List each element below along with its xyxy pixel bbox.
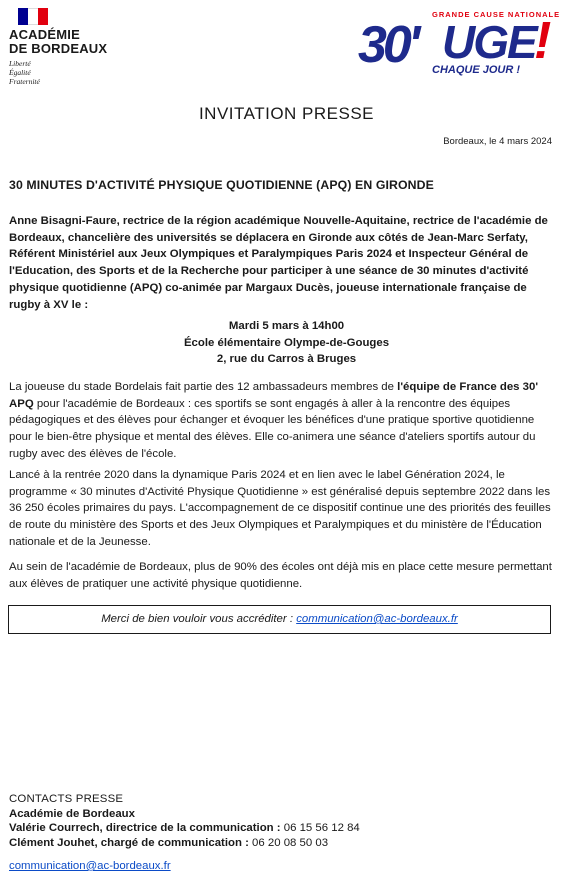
press-contacts	[9, 792, 360, 850]
french-flag-icon	[18, 8, 48, 25]
para2-text-end: pour l'académie de Bordeaux : ces sportifs se sont engagés à aller à la rencontre des équipes pédagogiques et des élèves pour échanger et évoquer les bénéfices d'une pratique sportive quotidienne pour le bien-être physique et mental des élèves. Elle co-animera une séance d'ateliers sportifs autour du rugby avec des élèves de l'école.	[9, 397, 536, 460]
event-address: 2, rue du Carros à Bruges	[216, 353, 357, 366]
motto-fraternite: Fraternité	[9, 77, 40, 86]
event-school: École élémentaire Olympe-de-Gouges	[183, 336, 390, 349]
accreditation-text: Merci de bien vouloir vous accréditer :	[101, 613, 297, 625]
motto-liberte: Liberté	[9, 59, 31, 68]
accreditation-box	[8, 605, 551, 634]
contact1-label: Valérie Courrech, directrice de la communication :	[9, 822, 284, 835]
logo-tagline: CHAQUE JOUR !	[432, 64, 521, 76]
para2-text-start: La joueuse du stade Bordelais fait partie des 12 ambassadeurs membres de	[9, 381, 398, 393]
republic-motto	[9, 59, 40, 86]
contacts-heading: CONTACTS PRESSE	[9, 793, 124, 805]
date-line: Bordeaux, le 4 mars 2024	[443, 136, 552, 147]
academie-line2: DE BORDEAUX	[9, 41, 108, 56]
ambassador-paragraph	[9, 379, 555, 463]
contact2-label: Clément Jouhet, chargé de communication :	[9, 836, 253, 849]
academie-logo-text	[9, 28, 107, 56]
stats-paragraph: Au sein de l'académie de Bordeaux, plus de 90% des écoles ont déjà mis en place cette mesure permettant aux élèves de pratiquer une activité physique quotidienne.	[9, 561, 552, 590]
academie-line1: ACADÉMIE	[9, 27, 80, 42]
logo-top-text: GRANDE CAUSE NATIONALE	[432, 10, 561, 19]
accreditation-email-link[interactable]: communication@ac-bordeaux.fr	[296, 613, 458, 625]
contact2-phone: 06 20 08 50 03	[252, 836, 329, 849]
motto-egalite: Égalité	[9, 68, 31, 77]
bouge-logo	[358, 6, 564, 86]
contacts-org: Académie de Bordeaux	[9, 807, 135, 820]
page-title: INVITATION PRESSE	[198, 104, 375, 123]
program-paragraph: Lancé à la rentrée 2020 dans la dynamique Paris 2024 et en lien avec le label Génération 2024, le programme « 30 minutes d'Activité Physique Quotidienne » est généralisé depuis septembre 2022 dans les 36 250 écoles primaires du pays. L'accompagnement de ce dispositif continue une des priorités des feuilles de route du ministère des Sports et des Jeux Olympiques et Paralympiques et du ministère de l'Éducation nationale et de la Jeunesse.	[9, 469, 551, 548]
para2-bold: l'équipe de France des 30' APQ	[9, 381, 539, 410]
contact1-phone: 06 15 56 12 84	[283, 822, 360, 835]
logo-number: 30'	[358, 16, 417, 74]
event-datetime: Mardi 5 mars à 14h00	[228, 320, 345, 332]
intro-paragraph: Anne Bisagni-Faure, rectrice de la région académique Nouvelle-Aquitaine, rectrice de l'académie de Bordeaux, chancelière des universités se déplacera en Gironde aux côtés de Jean-Marc Serfaty, Référent Ministériel aux Jeux Olympiques et Paralympiques Paris 2024 et Inspecteur Général de l'Education, des Sports et de la Recherche pour participer à une séance de 30 minutes d'activité physique quotidienne (APQ) co-animée par Margaux Ducès, joueuse internationale française de rugby à XV le :	[9, 215, 548, 311]
event-details	[0, 318, 573, 368]
contacts-email-link[interactable]: communication@ac-bordeaux.fr	[9, 860, 171, 872]
press-heading: 30 MINUTES D'ACTIVITÉ PHYSIQUE QUOTIDIENNE (APQ) EN GIRONDE	[9, 178, 434, 192]
logo-word: UGE	[442, 16, 536, 68]
logo-exclamation: !	[534, 12, 552, 70]
